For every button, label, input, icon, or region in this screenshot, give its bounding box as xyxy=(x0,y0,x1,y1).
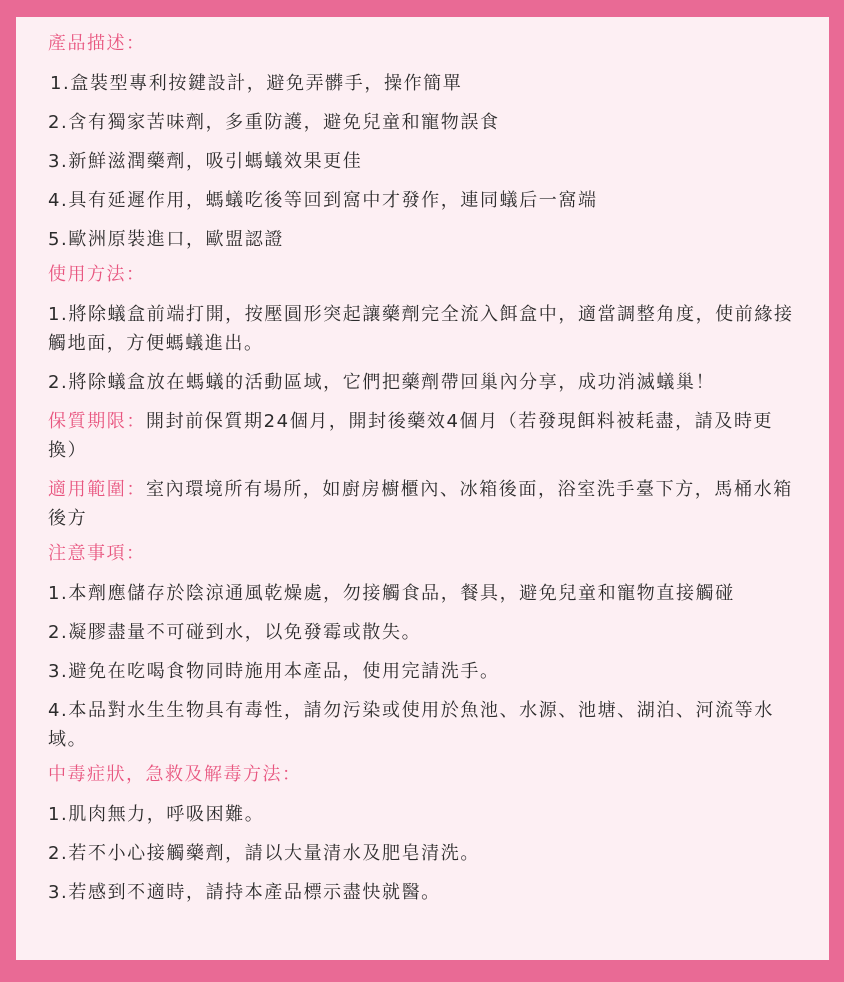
product-info-panel xyxy=(16,17,829,960)
scope-paragraph xyxy=(48,475,801,533)
shelf-life-label: 保質期限： xyxy=(48,411,146,432)
poison-heading: 中毒症狀，急救及解毒方法： xyxy=(48,764,302,785)
shelf-life-paragraph xyxy=(48,407,801,465)
shelf-life-text: 開封前保質期24個月，開封後藥效4個月（若發現餌料被耗盡，請及時更換） xyxy=(48,411,774,461)
product-item-4: 4.具有延遲作用，螞蟻吃後等回到窩中才發作，連同蟻后一窩端 xyxy=(48,190,598,211)
product-item-2: 2.含有獨家苦味劑，多重防護，避免兒童和寵物誤食 xyxy=(48,112,500,133)
poison-item-1: 1.肌肉無力，呼吸困難。 xyxy=(48,804,265,825)
usage-item-2: 2.將除蟻盒放在螞蟻的活動區域，它們把藥劑帶回巢內分享，成功消滅蟻巢！ xyxy=(48,372,716,393)
product-item-3: 3.新鮮滋潤藥劑，吸引螞蟻效果更佳 xyxy=(48,151,363,172)
usage-item-1: 1.將除蟻盒前端打開，按壓圓形突起讓藥劑完全流入餌盒中，適當調整角度，使前緣接觸地面，方便螞蟻進出。 xyxy=(48,304,794,354)
notes-item-1: 1.本劑應儲存於陰涼通風乾燥處，勿接觸食品，餐具，避免兒童和寵物直接觸碰 xyxy=(48,583,735,604)
poison-item-3: 3.若感到不適時，請持本產品標示盡快就醫。 xyxy=(48,882,441,903)
notes-heading: 注意事項： xyxy=(48,543,146,564)
notes-item-4: 4.本品對水生生物具有毒性，請勿污染或使用於魚池、水源、池塘、湖泊、河流等水域。 xyxy=(48,700,774,750)
usage-heading: 使用方法： xyxy=(48,264,146,285)
scope-text: 室內環境所有場所，如廚房櫥櫃內、冰箱後面，浴室洗手臺下方，馬桶水箱後方 xyxy=(48,479,793,529)
scope-label: 適用範圍： xyxy=(48,479,146,500)
poison-item-2: 2.若不小心接觸藥劑，請以大量清水及肥皂清洗。 xyxy=(48,843,480,864)
product-item-5: 5.歐洲原裝進口，歐盟認證 xyxy=(48,229,284,250)
notes-item-2: 2.凝膠盡量不可碰到水，以免發霉或散失。 xyxy=(48,622,422,643)
product-description-heading: 產品描述： xyxy=(48,33,146,54)
notes-item-3: 3.避免在吃喝食物同時施用本產品，使用完請洗手。 xyxy=(48,661,500,682)
product-item-1: 1.盒裝型專利按鍵設計，避免弄髒手，操作簡單 xyxy=(50,73,463,94)
